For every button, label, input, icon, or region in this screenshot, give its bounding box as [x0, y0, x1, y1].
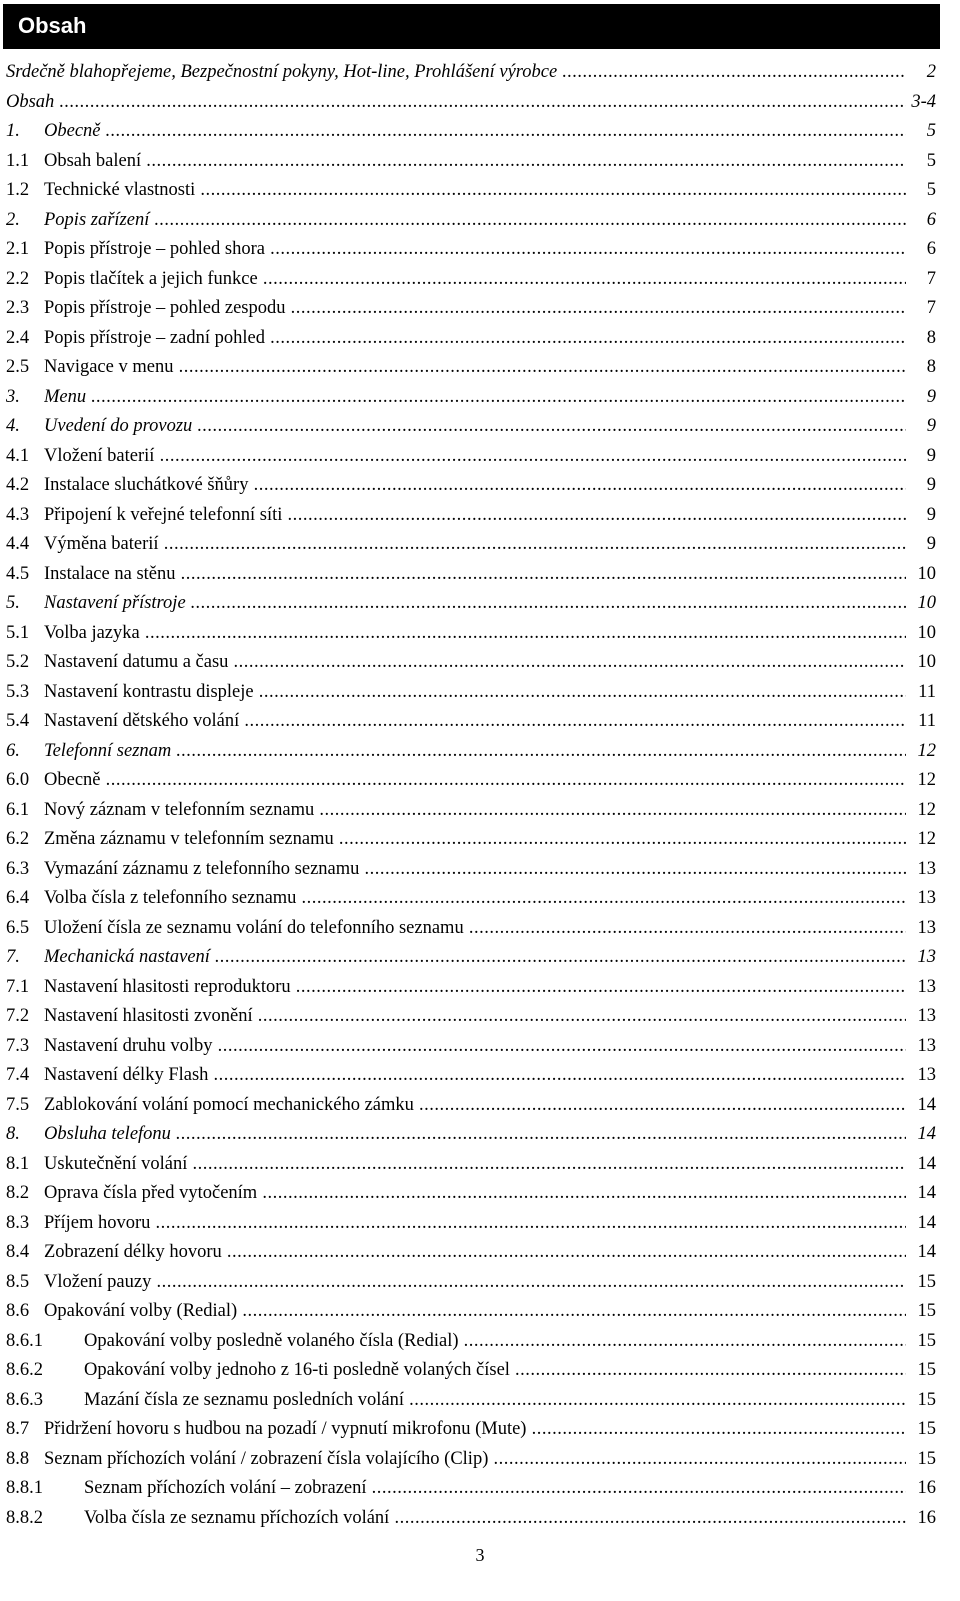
toc-entry — [6, 117, 936, 147]
toc-entry-page: 14 — [917, 1094, 936, 1115]
toc-entry-title: Obecně ..... — [44, 766, 906, 796]
toc-entry-title: Zablokování volání pomocí mechanického zámku ..... — [44, 1091, 906, 1121]
toc-entry-title: Volba čísla z telefonního seznamu ..... — [44, 884, 906, 914]
toc-entry-page: 14 — [917, 1242, 936, 1262]
toc-entry — [6, 1061, 936, 1091]
toc-entry-page: 12 — [917, 829, 936, 849]
toc-entry-title: Vložení baterií ..... — [44, 442, 906, 472]
toc-entry-number: 8.8 — [6, 1448, 30, 1469]
toc-entry-page: 6 — [926, 209, 936, 230]
toc-entry-number: 7. — [6, 947, 20, 967]
toc-entry-title: Nastavení přístroje ..... — [44, 589, 906, 619]
toc-entry — [6, 206, 936, 236]
toc-entry-number: 4. — [6, 416, 20, 436]
toc-entry — [6, 58, 936, 88]
toc-entry-title: Obsah balení ..... — [44, 147, 906, 177]
toc-entry-number: 8. — [6, 1124, 20, 1144]
toc-entry — [6, 383, 936, 413]
toc-entry-page: 7 — [926, 268, 936, 289]
toc-entry-title: Příjem hovoru ..... — [44, 1209, 906, 1239]
toc-entry-title: Nastavení kontrastu displeje ..... — [44, 678, 906, 708]
toc-entry-page: 6 — [926, 239, 936, 259]
toc-entry-page: 13 — [917, 1065, 936, 1085]
toc-entry-title: Seznam příchozích volání / zobrazení čísla volajícího (Clip) ..... — [44, 1445, 906, 1475]
toc-entry-page: 12 — [917, 740, 936, 761]
toc-entry-number: 5.4 — [6, 711, 30, 731]
toc-entry-page: 13 — [917, 917, 936, 938]
toc-entry — [6, 235, 936, 265]
toc-entry-title: Popis přístroje – pohled shora ..... — [44, 235, 906, 265]
toc-entry-number: 8.3 — [6, 1212, 30, 1233]
toc-entry-title: Technické vlastnosti ..... — [44, 176, 906, 206]
toc-entry-title: Navigace v menu ..... — [44, 353, 906, 383]
toc-entry-page: 15 — [917, 1419, 936, 1439]
toc-entry-number: 6.1 — [6, 799, 30, 820]
toc-entry-number: 4.5 — [6, 563, 30, 584]
toc-entry-title: Nastavení hlasitosti reproduktoru ..... — [44, 973, 906, 1003]
toc-entry-number: 4.4 — [6, 534, 30, 554]
toc-entry-page: 15 — [917, 1301, 936, 1321]
toc-entry-number: 6.0 — [6, 770, 30, 790]
toc-entry — [6, 1091, 936, 1121]
toc-entry-page: 13 — [917, 888, 936, 908]
toc-entry-page: 5 — [926, 150, 936, 171]
toc-entry — [6, 1209, 936, 1239]
toc-entry-page: 10 — [917, 622, 936, 643]
section-title: Obsah — [18, 13, 87, 38]
toc-entry — [6, 1179, 936, 1209]
toc-entry-title: Oprava čísla před vytočením ..... — [44, 1179, 906, 1209]
toc-entry-title: Uskutečnění volání ..... — [44, 1150, 906, 1180]
toc-entry-number: 8.6 — [6, 1301, 30, 1321]
toc-entry-title: Srdečně blahopřejeme, Bezpečnostní pokyny, Hot-line, Prohlášení výrobce ..... — [6, 58, 906, 88]
toc-entry-page: 10 — [917, 563, 936, 584]
toc-entry-number: 4.2 — [6, 475, 30, 495]
toc-entry — [6, 324, 936, 354]
toc-entry — [6, 914, 936, 944]
toc-entry-page: 12 — [917, 799, 936, 820]
toc-entry-number: 3. — [6, 386, 20, 407]
section-header-bar — [3, 4, 940, 49]
toc-entry-number: 8.8.1 — [6, 1478, 43, 1498]
toc-entry — [6, 88, 936, 118]
toc-entry-number: 8.6.2 — [6, 1360, 43, 1380]
toc-entry-page: 7 — [926, 298, 936, 318]
toc-entry-number: 7.2 — [6, 1006, 30, 1026]
toc-entry-number: 4.1 — [6, 445, 30, 466]
toc-entry — [6, 619, 936, 649]
toc-entry-page: 13 — [917, 947, 936, 967]
toc-entry-page: 5 — [926, 121, 936, 141]
toc-entry — [6, 265, 936, 295]
toc-entry — [6, 147, 936, 177]
toc-entry — [6, 678, 936, 708]
toc-entry-title: Mazání čísla ze seznamu posledních volání ..... — [84, 1386, 906, 1416]
toc-entry — [6, 176, 936, 206]
toc-entry-number: 8.8.2 — [6, 1507, 43, 1528]
toc-entry-title: Uvedení do provozu ..... — [44, 412, 906, 442]
toc-entry-number: 4.3 — [6, 504, 30, 525]
toc-entry — [6, 1297, 936, 1327]
toc-entry-number: 5.2 — [6, 652, 30, 672]
toc-entry-number: 2.1 — [6, 239, 30, 259]
toc-entry-number: 7.1 — [6, 976, 30, 997]
toc-entry-number: 2. — [6, 209, 20, 230]
toc-entry-page: 16 — [917, 1507, 936, 1528]
table-of-contents — [6, 58, 936, 1533]
toc-entry-page: 9 — [926, 504, 936, 525]
toc-entry-title: Nastavení datumu a času ..... — [44, 648, 906, 678]
toc-entry-number: 1. — [6, 121, 20, 141]
toc-entry-page: 14 — [917, 1183, 936, 1203]
toc-entry-title: Instalace sluchátkové šňůry ..... — [44, 471, 906, 501]
toc-entry — [6, 530, 936, 560]
toc-entry-title: Popis přístroje – pohled zespodu ..... — [44, 294, 906, 324]
toc-entry-title: Opakování volby posledně volaného čísla (Redial) ..... — [84, 1327, 906, 1357]
toc-entry — [6, 1504, 936, 1534]
toc-entry — [6, 1032, 936, 1062]
toc-entry-title: Výměna baterií ..... — [44, 530, 906, 560]
toc-entry-number: 6.2 — [6, 829, 30, 849]
toc-entry-number: 7.3 — [6, 1035, 30, 1056]
toc-entry — [6, 648, 936, 678]
toc-entry-page: 5 — [926, 180, 936, 200]
toc-entry-page: 15 — [917, 1389, 936, 1410]
toc-entry-page: 11 — [918, 711, 936, 731]
toc-entry — [6, 1238, 936, 1268]
toc-entry — [6, 1327, 936, 1357]
toc-entry-number: 8.7 — [6, 1419, 30, 1439]
toc-entry-title: Nastavení délky Flash ..... — [44, 1061, 906, 1091]
toc-entry-number: 7.5 — [6, 1094, 30, 1115]
toc-entry-number: 8.4 — [6, 1242, 30, 1262]
toc-entry — [6, 1386, 936, 1416]
toc-entry — [6, 1120, 936, 1150]
toc-entry-title: Nový záznam v telefonním seznamu ..... — [44, 796, 906, 826]
toc-entry-title: Telefonní seznam ..... — [44, 737, 906, 767]
toc-entry — [6, 973, 936, 1003]
toc-entry-number: 1.2 — [6, 180, 30, 200]
toc-entry-number: 6.3 — [6, 858, 30, 879]
toc-entry-number: 2.3 — [6, 298, 30, 318]
toc-entry — [6, 1445, 936, 1475]
toc-entry — [6, 442, 936, 472]
toc-entry — [6, 1474, 936, 1504]
toc-entry — [6, 855, 936, 885]
toc-entry — [6, 294, 936, 324]
toc-entry-number: 5. — [6, 593, 20, 613]
toc-entry-page: 13 — [917, 976, 936, 997]
toc-entry-page: 13 — [917, 1006, 936, 1026]
toc-entry-page: 14 — [917, 1124, 936, 1144]
toc-entry-title: Menu ..... — [44, 383, 906, 413]
toc-entry-title: Přidržení hovoru s hudbou na pozadí / vypnutí mikrofonu (Mute) ..... — [44, 1415, 906, 1445]
toc-entry-page: 9 — [926, 475, 936, 495]
toc-entry-title: Obsluha telefonu ..... — [44, 1120, 906, 1150]
toc-entry-title: Vložení pauzy ..... — [44, 1268, 906, 1298]
toc-entry-page: 9 — [926, 386, 936, 407]
toc-entry-title: Obsah ..... — [6, 88, 906, 118]
toc-entry — [6, 884, 936, 914]
toc-entry-number: 5.3 — [6, 681, 30, 702]
toc-entry-number: 8.6.3 — [6, 1389, 43, 1410]
toc-entry — [6, 796, 936, 826]
toc-entry-page: 15 — [917, 1360, 936, 1380]
toc-entry-page: 14 — [917, 1153, 936, 1174]
toc-entry — [6, 825, 936, 855]
toc-entry-number: 6. — [6, 740, 20, 761]
toc-entry-number: 1.1 — [6, 150, 30, 171]
toc-entry-title: Zobrazení délky hovoru ..... — [44, 1238, 906, 1268]
toc-entry — [6, 353, 936, 383]
toc-entry — [6, 1150, 936, 1180]
toc-entry-page: 13 — [917, 1035, 936, 1056]
toc-entry — [6, 412, 936, 442]
toc-entry — [6, 1002, 936, 1032]
toc-entry-page: 11 — [918, 681, 936, 702]
toc-entry-page: 9 — [926, 445, 936, 466]
toc-entry-number: 8.5 — [6, 1271, 30, 1292]
toc-entry-title: Nastavení dětského volání ..... — [44, 707, 906, 737]
toc-entry-title: Instalace na stěnu ..... — [44, 560, 906, 590]
toc-entry — [6, 707, 936, 737]
toc-entry-page: 13 — [917, 858, 936, 879]
toc-entry-title: Popis tlačítek a jejich funkce ..... — [44, 265, 906, 295]
toc-entry-number: 5.1 — [6, 622, 30, 643]
toc-entry-title: Vymazání záznamu z telefonního seznamu ..... — [44, 855, 906, 885]
toc-entry-number: 6.4 — [6, 888, 30, 908]
toc-entry-title: Mechanická nastavení ..... — [44, 943, 906, 973]
toc-entry-title: Změna záznamu v telefonním seznamu ..... — [44, 825, 906, 855]
toc-entry-title: Nastavení hlasitosti zvonění ..... — [44, 1002, 906, 1032]
toc-entry-page: 10 — [917, 652, 936, 672]
toc-entry-page: 12 — [917, 770, 936, 790]
toc-entry-number: 8.2 — [6, 1183, 30, 1203]
toc-entry-page: 14 — [917, 1212, 936, 1233]
toc-entry — [6, 1268, 936, 1298]
toc-entry — [6, 471, 936, 501]
toc-entry-number: 6.5 — [6, 917, 30, 938]
toc-entry-page: 9 — [926, 416, 936, 436]
toc-entry-page: 9 — [926, 534, 936, 554]
toc-entry-page: 16 — [917, 1478, 936, 1498]
toc-entry — [6, 943, 936, 973]
toc-entry-number: 7.4 — [6, 1065, 30, 1085]
toc-entry-page: 10 — [917, 593, 936, 613]
toc-entry-title: Popis přístroje – zadní pohled ..... — [44, 324, 906, 354]
toc-entry — [6, 560, 936, 590]
toc-entry — [6, 501, 936, 531]
toc-entry-number: 8.6.1 — [6, 1330, 43, 1351]
toc-entry-title: Opakování volby jednoho z 16-ti posledně volaných čísel ..... — [84, 1356, 906, 1386]
toc-entry — [6, 1356, 936, 1386]
toc-entry-page: 15 — [917, 1271, 936, 1292]
toc-entry-title: Opakování volby (Redial) ..... — [44, 1297, 906, 1327]
toc-entry — [6, 1415, 936, 1445]
toc-entry-title: Popis zařízení ..... — [44, 206, 906, 236]
toc-entry-number: 2.5 — [6, 357, 30, 377]
toc-entry-number: 2.2 — [6, 268, 30, 289]
toc-entry-title: Volba čísla ze seznamu příchozích volání ..... — [84, 1504, 906, 1534]
toc-entry-page: 8 — [926, 357, 936, 377]
toc-entry-title: Obecně ..... — [44, 117, 906, 147]
toc-entry — [6, 737, 936, 767]
toc-entry-title: Seznam příchozích volání – zobrazení ..... — [84, 1474, 906, 1504]
toc-entry-page: 2 — [926, 62, 936, 82]
toc-entry — [6, 766, 936, 796]
toc-entry-page: 15 — [917, 1448, 936, 1469]
toc-entry-title: Připojení k veřejné telefonní síti ..... — [44, 501, 906, 531]
toc-entry-number: 8.1 — [6, 1153, 30, 1174]
toc-entry-page: 3-4 — [911, 91, 936, 112]
toc-entry-title: Volba jazyka ..... — [44, 619, 906, 649]
toc-entry-page: 8 — [926, 327, 936, 348]
page-number: 3 — [475, 1545, 485, 1565]
toc-entry-title: Nastavení druhu volby ..... — [44, 1032, 906, 1062]
toc-entry-number: 2.4 — [6, 327, 30, 348]
toc-entry-page: 15 — [917, 1330, 936, 1351]
toc-entry-title: Uložení čísla ze seznamu volání do telefonního seznamu ..... — [44, 914, 906, 944]
toc-entry — [6, 589, 936, 619]
